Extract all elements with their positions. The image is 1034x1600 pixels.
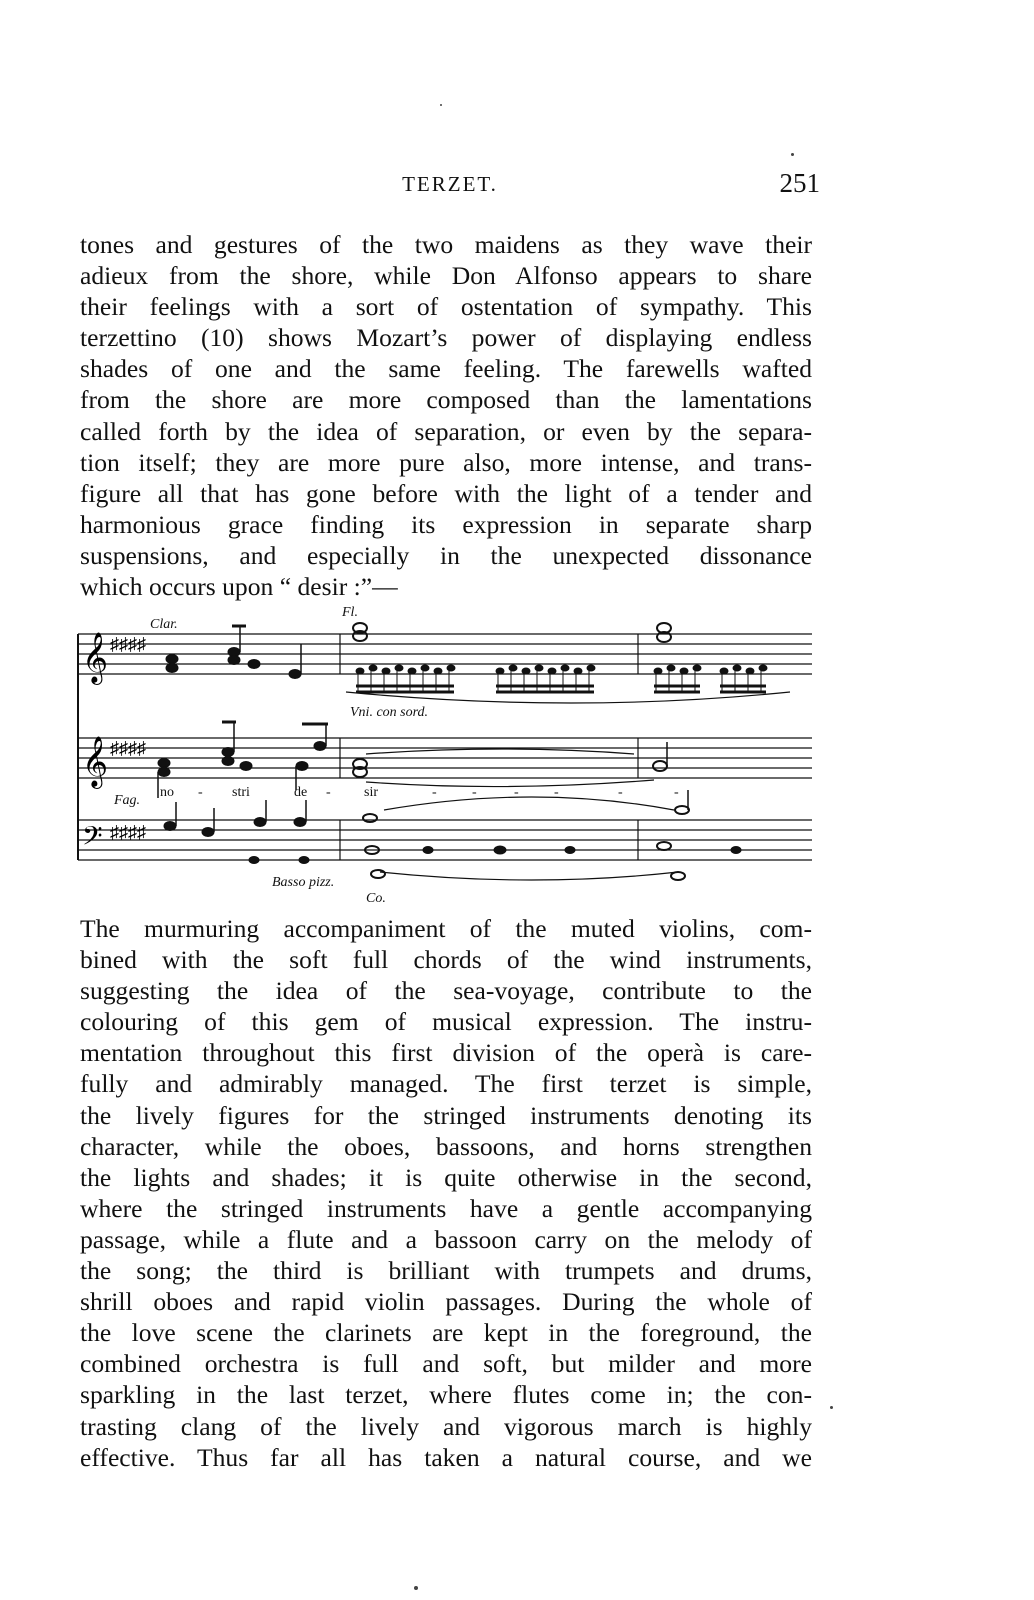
lyric: - <box>618 785 623 800</box>
violin-figures <box>346 665 790 703</box>
key-signature: ♯♯♯♯ <box>110 634 146 654</box>
text-line: passage, while a flute and a bassoon carry on the melody of <box>80 1224 812 1254</box>
lyric: - <box>514 785 519 800</box>
text-line: suspensions, and especially in the unexpected dissonance <box>80 540 812 570</box>
lyric: - <box>554 785 559 800</box>
text-line: colouring of this gem of musical expression. The instru- <box>80 1007 812 1037</box>
text-line: called forth by the idea of separation, or even by the separa- <box>80 416 812 446</box>
staff-3 <box>78 820 812 860</box>
text-line: shrill oboes and rapid violin passages. During the whole of <box>80 1287 812 1317</box>
speck <box>414 1586 418 1590</box>
lyric: - <box>472 785 477 800</box>
text-line: the love scene the clarinets are kept in the foreground, the <box>80 1318 812 1348</box>
text-line: which occurs upon “ desir :”— <box>80 572 398 602</box>
text-line: where the stringed instruments have a gentle accompanying <box>80 1193 812 1223</box>
label-fl: Fl. <box>342 605 358 620</box>
lyric: - <box>432 785 437 800</box>
paragraph-2 <box>80 913 812 1473</box>
lyric: - <box>674 785 679 800</box>
text-line: combined orchestra is full and soft, but milder and more <box>80 1349 812 1379</box>
text-line: The murmuring accompaniment of the muted violins, com- <box>80 914 812 943</box>
lyric: de <box>294 785 308 800</box>
music-score-excerpt <box>74 604 816 908</box>
text-line: from the shore are more composed than the lamentations <box>80 385 812 415</box>
text-line: character, while the oboes, bassoons, and horns strengthen <box>80 1131 812 1161</box>
text-line: effective. Thus far all has taken a natural course, and we <box>80 1442 812 1472</box>
speck <box>830 1406 833 1409</box>
score-svg <box>74 604 816 908</box>
text-line: fully and admirably managed. The first terzet is simple, <box>80 1069 812 1099</box>
speck <box>440 104 442 106</box>
text-line: the lights and shades; it is quite otherwise in the second, <box>80 1162 812 1192</box>
text-line: the song; the third is brilliant with trumpets and drums, <box>80 1256 812 1286</box>
staff-2 <box>78 738 812 778</box>
staff-3-notes <box>164 790 741 880</box>
lyric: - <box>198 785 203 800</box>
text-line: figure all that has gone before with the light of a tender and <box>80 478 812 508</box>
staff-1-notes <box>166 623 671 679</box>
running-head: TERZET. <box>402 172 498 196</box>
treble-clef-icon: 𝄞 <box>82 736 109 787</box>
lyric: - <box>326 785 331 800</box>
text-line: tones and gestures of the two maidens as they wave their <box>80 230 812 259</box>
lyric: no <box>160 785 174 800</box>
text-line: the lively figures for the stringed instruments denoting its <box>80 1100 812 1130</box>
text-line: mentation throughout this first division of the operà is care- <box>80 1038 812 1068</box>
lyric: stri <box>232 785 250 800</box>
label-vni: Vni. con sord. <box>350 705 429 720</box>
text-line: harmonious grace finding its expression in separate sharp <box>80 509 812 539</box>
text-line: terzettino (10) shows Mozart’s power of displaying endless <box>80 323 812 353</box>
text-line: sparkling in the last terzet, where flutes come in; the con- <box>80 1380 812 1410</box>
text-line: bined with the soft full chords of the wind instruments, <box>80 945 812 975</box>
bass-clef-icon: 𝄢 <box>82 820 103 858</box>
page-header <box>80 168 820 208</box>
page-number: 251 <box>779 168 820 198</box>
text-line: trasting clang of the lively and vigorous march is highly <box>80 1411 812 1441</box>
text-line: their feelings with a sort of ostentation of sympathy. This <box>80 292 812 322</box>
key-signature: ♯♯♯♯ <box>110 738 146 758</box>
text-line: adieux from the shore, while Don Alfonso appears to share <box>80 261 812 291</box>
treble-clef-icon: 𝄞 <box>82 632 109 683</box>
key-signature: ♯♯♯♯ <box>110 822 146 842</box>
lyric: sir <box>364 785 378 800</box>
paragraph-1 <box>80 229 812 602</box>
label-fag: Fag. <box>114 793 141 808</box>
label-clar: Clar. <box>150 617 178 632</box>
text-line: shades of one and the same feeling. The farewells wafted <box>80 354 812 384</box>
label-basso: Basso pizz. <box>272 875 335 890</box>
staff-1 <box>78 634 812 674</box>
label-co: Co. <box>366 891 386 906</box>
text-line: suggesting the idea of the sea-voyage, contribute to the <box>80 976 812 1006</box>
speck <box>791 153 794 156</box>
text-line: tion itself; they are more pure also, more intense, and trans- <box>80 447 812 477</box>
